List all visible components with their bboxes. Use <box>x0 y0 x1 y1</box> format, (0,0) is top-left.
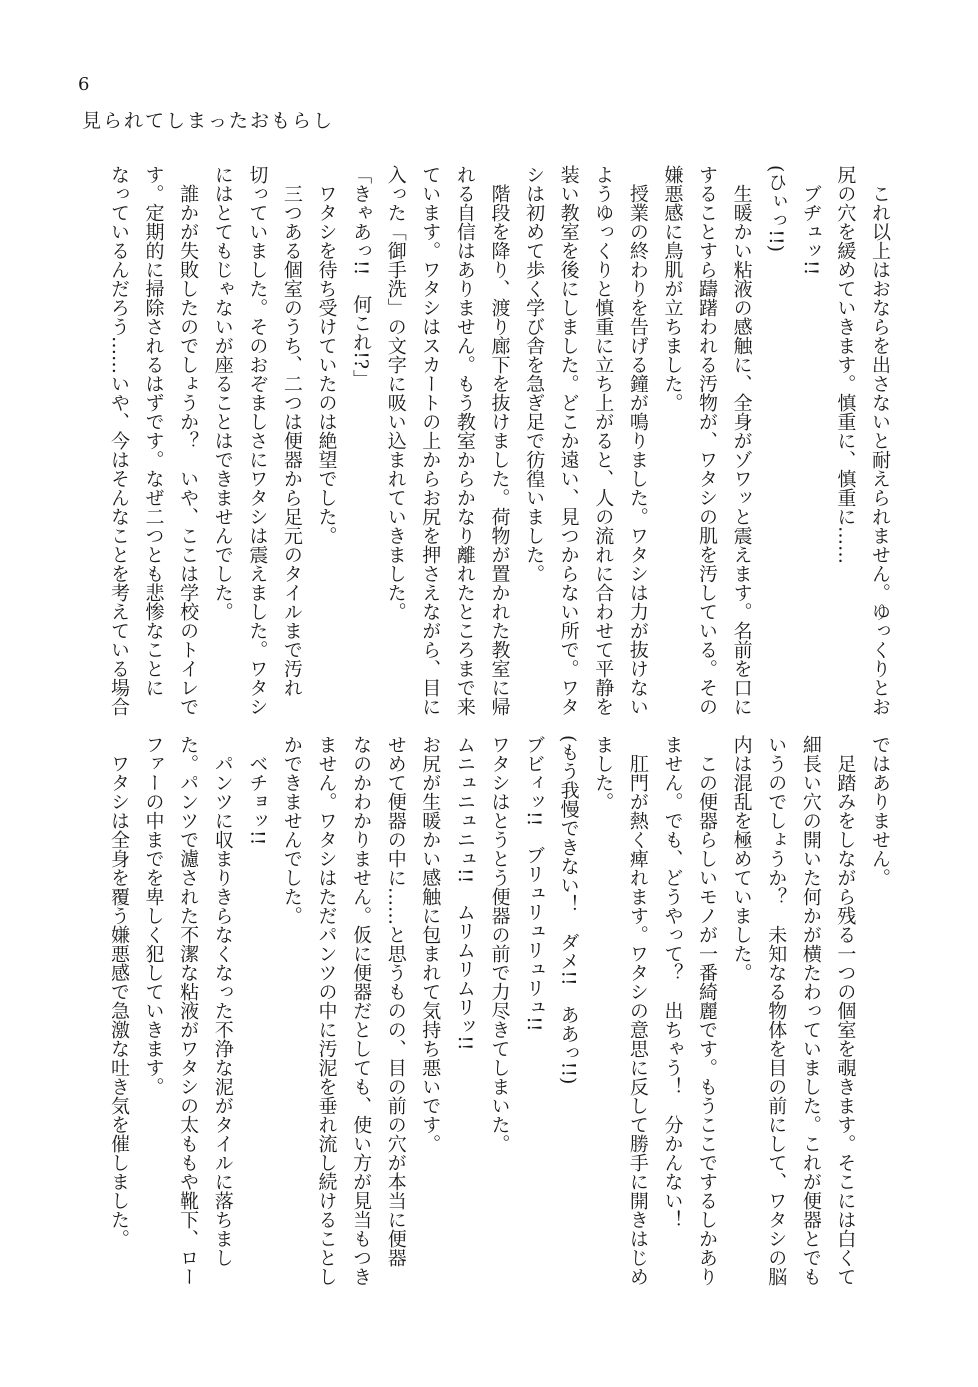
text-line: にはとてもじゃないが座ることはできませんでした。 <box>211 165 234 621</box>
text-block-bottom <box>101 735 897 1286</box>
text-line: ません。でも、どうやって？ 出ちゃう！ 分かんない！ <box>661 735 684 1229</box>
text-line: ました。 <box>592 735 615 811</box>
text-block-top <box>101 165 897 716</box>
text-line: 内は混乱を極めていました。 <box>730 735 753 982</box>
text-line: 細長い穴の開いた何かが横たわっていました。これが便器とでも <box>799 735 822 1286</box>
text-line: 誰かが失敗したのでしょうか？ いや、ここは学校のトイレで <box>177 165 200 716</box>
text-line: これ以上はおならを出さないと耐えられません。ゆっくりとお <box>869 165 891 716</box>
text-line: 授業の終わりを告げる鐘が鳴りました。ワタシは力が抜けない <box>626 165 649 716</box>
text-line: 足踏みをしながら残る一つの個室を覗きます。そこには白くて <box>834 735 857 1286</box>
text-line: 切っていました。そのおぞましさにワタシは震えました。ワタシ <box>246 165 269 716</box>
text-line: 階段を降り、渡り廊下を抜けました。荷物が置かれた教室に帰 <box>488 165 511 716</box>
text-line: ようゆっくりと慎重に立ち上がると、人の流れに合わせて平静を <box>592 165 615 716</box>
text-line: 肛門が熱く痺れます。ワタシの意思に反して勝手に開きはじめ <box>626 735 649 1286</box>
text-line: ワタシを待ち受けていたのは絶望でした。 <box>315 165 338 545</box>
text-line: かできませんでした。 <box>280 735 303 925</box>
text-line: た。パンツで濾された不潔な粘液がワタシの太ももや靴下、ロー <box>177 735 200 1286</box>
text-line: ワタシはとうとう便器の前で力尽きてしまいた。 <box>488 735 511 1153</box>
text-line: いうのでしょうか？ 未知なる物体を目の前にして、ワタシの脳 <box>765 735 788 1286</box>
text-line: (もう我慢できない！ ダメ!! ああっ!!) <box>557 735 580 1085</box>
page-number: 6 <box>78 74 90 95</box>
text-line: ファーの中までを卑しく犯していきます。 <box>142 735 165 1096</box>
text-line: することすら躊躇われる汚物が、ワタシの肌を汚している。その <box>696 165 719 716</box>
text-line: なっているんだろう……いや、今はそんなことを考えている場合 <box>107 165 130 716</box>
text-line: 嫌悪感に鳥肌が立ちました。 <box>661 165 684 412</box>
text-line: お尻が生暖かい感触に包まれて気持ち悪いです。 <box>419 735 442 1153</box>
text-line: この便器らしいモノが一番綺麗です。もうここでするしかあり <box>696 735 719 1286</box>
text-line: 尻の穴を緩めていきます。慎重に、慎重に…… <box>834 165 857 564</box>
text-line: 装い教室を後にしました。どこか遠い、見つからない所で。ワタ <box>557 165 580 716</box>
text-line: ムニュニュニュ!! ムリムリムリッ!! <box>453 735 476 1051</box>
text-line: す。定期的に掃除されるはずです。なぜ二つとも悲惨なことに <box>142 165 165 697</box>
text-line: ではありません。 <box>869 735 891 887</box>
text-line: (ひぃっ!!) <box>765 165 788 253</box>
text-line: 生暖かい粘液の感触に、全身がゾワッと震えます。名前を口に <box>730 165 753 716</box>
text-line: ません。ワタシはただパンツの中に汚泥を垂れ流し続けることし <box>315 735 338 1286</box>
text-line: ブヂュッ!! <box>799 165 822 276</box>
text-line: ワタシは全身を覆う嫌悪感で急激な吐き気を催しました。 <box>107 735 130 1248</box>
text-line: れる自信はありません。もう教室からかなり離れたところまで来 <box>453 165 476 716</box>
text-line: パンツに収まりきらなくなった不浄な泥がタイルに落ちまし <box>211 735 234 1267</box>
text-line: せめて便器の中に……と思うものの、目の前の穴が本当に便器 <box>384 735 407 1267</box>
text-line: ています。ワタシはスカートの上からお尻を押さえながら、目に <box>419 165 442 716</box>
text-line: 入った「御手洗」の文字に吸い込まれていきました。 <box>384 165 407 621</box>
chapter-title: 見られてしまったおもらし <box>82 110 335 132</box>
text-line: ブビィッ!! ブリュリュリュリュ!! <box>523 735 546 1032</box>
text-line: なのかわかりません。仮に便器だとしても、使い方が見当もつき <box>350 735 373 1286</box>
text-line: 「きゃあっ!! 何これ!?」 <box>350 165 373 389</box>
text-line: ベチョッ!! <box>246 735 269 846</box>
text-line: 三つある個室のうち、二つは便器から足元のタイルまで汚れ <box>280 165 303 697</box>
text-line: シは初めて歩く学び舎を急ぎ足で彷徨いました。 <box>523 165 546 583</box>
